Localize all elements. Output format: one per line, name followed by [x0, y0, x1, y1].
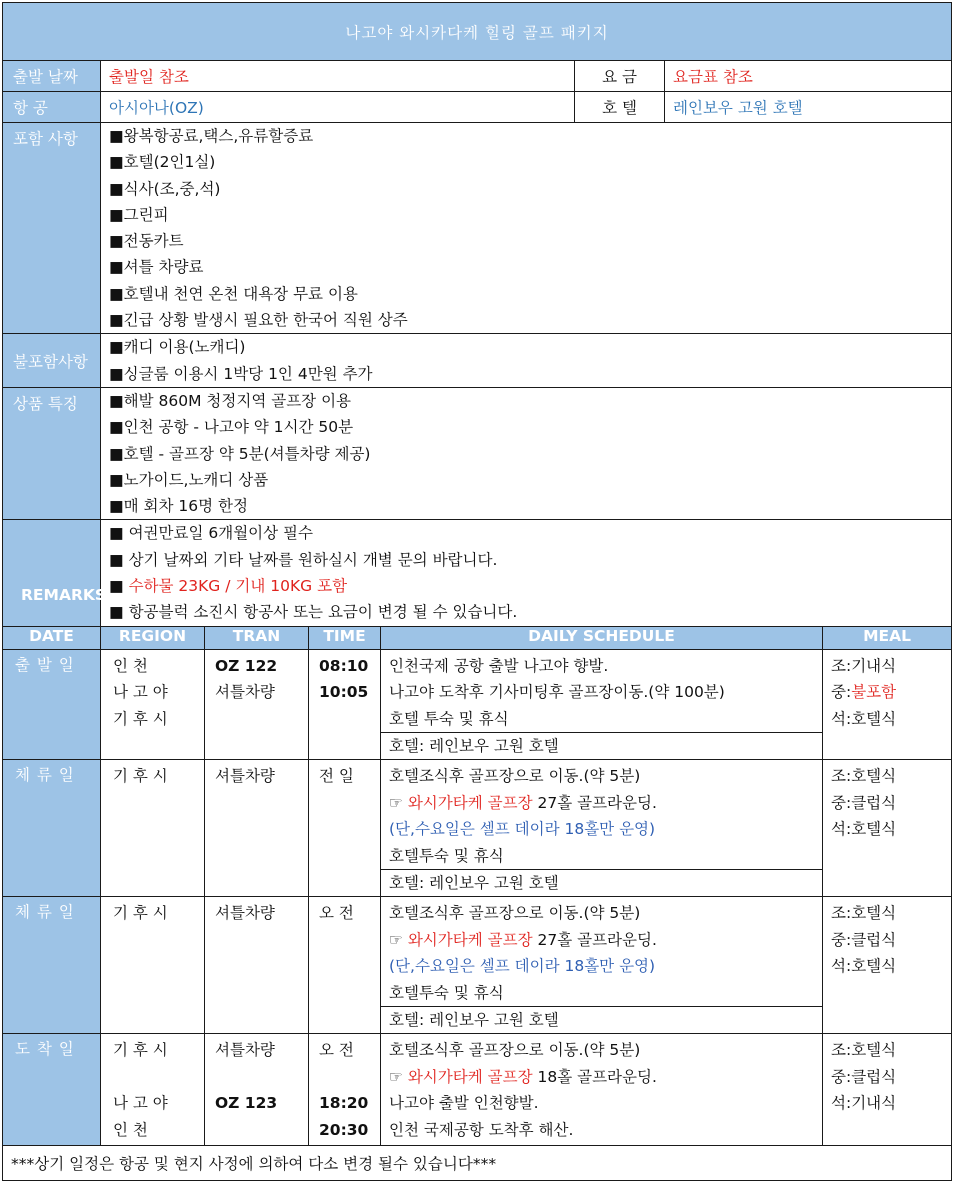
- header-date: DATE: [3, 626, 101, 649]
- transport-text: 셔틀차량: [215, 683, 275, 702]
- meal-cell: [823, 897, 952, 1034]
- transport-text: 셔틀차량: [215, 1041, 275, 1060]
- region-cell: [101, 897, 205, 1034]
- remarks-label: REMARKS: [3, 520, 101, 626]
- day-label: 출 발 일: [3, 649, 101, 760]
- feature-item: ■인천 공항 - 나고야 약 1시간 50분: [109, 418, 354, 437]
- feature-item: ■노가이드,노캐디 상품: [109, 470, 269, 489]
- feature-item: ■매 회차 16명 한정: [109, 497, 248, 516]
- excluded-list: [101, 334, 952, 388]
- schedule-row: [3, 649, 952, 760]
- feature-item: ■해발 860M 청정지역 골프장 이용: [109, 391, 352, 410]
- time-text: 18:20: [319, 1094, 369, 1113]
- golf-course-name: 와시가타케 골프장: [407, 1067, 533, 1086]
- schedule-line: 호텔 투숙 및 휴식: [389, 709, 509, 728]
- pointing-hand-icon: ☞: [389, 930, 408, 949]
- region-text: 기 후 시: [113, 709, 168, 728]
- meal-cell: [823, 649, 952, 760]
- schedule-line: ☞ 와시가타케 골프장 27홀 골프라운딩.: [389, 793, 657, 812]
- price-label: 요 금: [575, 61, 665, 92]
- schedule-line: 호텔조식후 골프장으로 이동.(약 5분): [389, 1041, 641, 1060]
- departure-label: 출발 날짜: [3, 61, 101, 92]
- schedule-line: ☞ 와시가타케 골프장 27홀 골프라운딩.: [389, 930, 657, 949]
- meal-excluded: 불포함: [851, 683, 897, 702]
- schedule-line: 나고야 도착후 기사미팅후 골프장이동.(약 100분): [389, 683, 725, 702]
- golf-course-name: 와시가타케 골프장: [407, 930, 533, 949]
- meal-text: 중:클럽식: [831, 793, 897, 812]
- transport-text: 셔틀차량: [215, 904, 275, 923]
- time-text: 20:30: [319, 1120, 369, 1139]
- features-label: 상품 특징: [3, 387, 101, 519]
- time-text: 08:10: [319, 656, 369, 675]
- meal-text: 중:클럽식: [831, 1067, 897, 1086]
- time-cell: [309, 760, 381, 897]
- included-item: ■식사(조,중,석): [109, 179, 221, 198]
- schedule-line: (단,수요일은 셀프 데이라 18홀만 운영): [389, 820, 656, 839]
- feature-item: ■호텔 - 골프장 약 5분(셔틀차량 제공): [109, 444, 371, 463]
- meal-text: 조:호텔식: [831, 904, 897, 923]
- transport-cell: [205, 760, 309, 897]
- price-value: 요금표 참조: [665, 61, 952, 92]
- meal-text: 석:호텔식: [831, 709, 897, 728]
- baggage-highlight: 수하물 23KG / 기내 10KG 포함: [128, 577, 348, 596]
- region-text: 기 후 시: [113, 1041, 168, 1060]
- schedule-line: ☞ 와시가타케 골프장 18홀 골프라운딩.: [389, 1067, 657, 1086]
- included-item: ■왕복항공료,택스,유류할증료: [109, 127, 314, 145]
- daily-schedule-cell: [381, 897, 823, 1034]
- departure-value: 출발일 참조: [101, 61, 575, 92]
- schedule-line: 인천국제 공항 출발 나고야 향발.: [389, 656, 609, 675]
- excluded-item: ■캐디 이용(노캐디): [109, 338, 246, 357]
- excluded-label: 불포함사항: [3, 334, 101, 388]
- remark-item: ■ 상기 날짜외 기타 날짜를 원하실시 개별 문의 바랍니다.: [109, 550, 498, 569]
- region-cell: [101, 649, 205, 760]
- schedule-line: (단,수요일은 셀프 데이라 18홀만 운영): [389, 957, 656, 976]
- included-label: 포함 사항: [3, 123, 101, 334]
- meal-cell: [823, 1034, 952, 1146]
- pointing-hand-icon: ☞: [389, 793, 408, 812]
- features-list: [101, 387, 952, 519]
- package-table: [2, 2, 952, 1181]
- day-label: 도 착 일: [3, 1034, 101, 1146]
- meal-text: 석:호텔식: [831, 820, 897, 839]
- time-text: 오 전: [319, 1041, 354, 1060]
- day-label: 체 류 일: [3, 897, 101, 1034]
- golf-course-name: 와시가타케 골프장: [407, 793, 533, 812]
- time-text: 10:05: [319, 683, 369, 702]
- region-cell: [101, 760, 205, 897]
- remark-item: [101, 573, 951, 599]
- schedule-line: 호텔투숙 및 휴식: [389, 983, 504, 1002]
- schedule-line: 호텔조식후 골프장으로 이동.(약 5분): [389, 904, 641, 923]
- header-time: TIME: [309, 626, 381, 649]
- transport-text: 셔틀차량: [215, 767, 275, 786]
- daily-schedule-cell: [381, 1034, 823, 1146]
- transport-text: OZ 123: [215, 1094, 278, 1113]
- header-daily-schedule: DAILY SCHEDULE: [381, 626, 823, 649]
- daily-schedule-cell: [381, 649, 823, 760]
- transport-cell: [205, 649, 309, 760]
- meal-text: 조:호텔식: [831, 767, 897, 786]
- day-label: 체 류 일: [3, 760, 101, 897]
- meal-text: 중:불포함: [831, 683, 897, 702]
- region-text: 인 천: [113, 1120, 148, 1139]
- hotel-line: 호텔: 레인보우 고원 호텔: [381, 869, 822, 896]
- package-sheet: [2, 2, 953, 1173]
- time-text: 전 일: [319, 767, 354, 786]
- region-text: 기 후 시: [113, 904, 168, 923]
- excluded-item: ■싱글룸 이용시 1박당 1인 4만원 추가: [109, 364, 373, 383]
- region-text: 나 고 야: [113, 1094, 168, 1113]
- region-text: 나 고 야: [113, 683, 168, 702]
- time-cell: [309, 649, 381, 760]
- time-text: [319, 1064, 380, 1091]
- transport-text: [215, 1064, 308, 1091]
- meal-text: 조:기내식: [831, 656, 897, 675]
- airline-label: 항 공: [3, 92, 101, 123]
- hotel-label: 호 텔: [575, 92, 665, 123]
- schedule-line: 나고야 출발 인천향발.: [389, 1094, 539, 1113]
- hotel-value: 레인보우 고원 호텔: [665, 92, 952, 123]
- included-item: ■셔틀 차량료: [109, 258, 204, 277]
- meal-text: 중:클럽식: [831, 930, 897, 949]
- schedule-row: [3, 897, 952, 1034]
- remark-bullet: ■: [109, 577, 129, 596]
- header-tran: TRAN: [205, 626, 309, 649]
- included-item: ■그린피: [109, 205, 169, 224]
- included-item: ■호텔내 천연 온천 대욕장 무료 이용: [109, 284, 358, 303]
- included-item: ■호텔(2인1실): [109, 153, 216, 172]
- region-text: 인 천: [113, 656, 148, 675]
- included-item: ■긴급 상황 발생시 필요한 한국어 직원 상주: [109, 311, 408, 330]
- time-cell: [309, 1034, 381, 1146]
- transport-cell: [205, 897, 309, 1034]
- schedule-row: [3, 760, 952, 897]
- time-text: 오 전: [319, 904, 354, 923]
- time-cell: [309, 897, 381, 1034]
- header-region: REGION: [101, 626, 205, 649]
- meal-cell: [823, 760, 952, 897]
- meal-text: 석:기내식: [831, 1094, 897, 1113]
- page-title: 나고야 와시카다케 힐링 골프 패키지: [3, 3, 952, 61]
- transport-text: OZ 122: [215, 656, 278, 675]
- transport-cell: [205, 1034, 309, 1146]
- schedule-line: 인천 국제공항 도착후 해산.: [389, 1120, 574, 1139]
- pointing-hand-icon: ☞: [389, 1067, 408, 1086]
- meal-text: 석:호텔식: [831, 957, 897, 976]
- included-item: ■전동카트: [109, 232, 184, 251]
- included-list: [101, 123, 952, 334]
- schedule-line: 호텔투숙 및 휴식: [389, 846, 504, 865]
- schedule-line: 호텔조식후 골프장으로 이동.(약 5분): [389, 767, 641, 786]
- header-meal: MEAL: [823, 626, 952, 649]
- remarks-list: [101, 520, 952, 626]
- airline-value: 아시아나(OZ): [101, 92, 575, 123]
- remark-item: ■ 여권만료일 6개월이상 필수: [109, 524, 313, 543]
- meal-text: 조:호텔식: [831, 1041, 897, 1060]
- region-text: 기 후 시: [113, 767, 168, 786]
- daily-schedule-cell: [381, 760, 823, 897]
- schedule-row: [3, 1034, 952, 1146]
- remark-item: ■ 항공블럭 소진시 항공사 또는 요금이 변경 될 수 있습니다.: [109, 603, 518, 622]
- hotel-line: 호텔: 레인보우 고원 호텔: [381, 732, 822, 759]
- region-text: [113, 1064, 204, 1091]
- footer-notice: ***상기 일정은 항공 및 현지 사정에 의하여 다소 변경 될수 있습니다***: [3, 1146, 952, 1181]
- region-cell: [101, 1034, 205, 1146]
- hotel-line: 호텔: 레인보우 고원 호텔: [381, 1006, 822, 1033]
